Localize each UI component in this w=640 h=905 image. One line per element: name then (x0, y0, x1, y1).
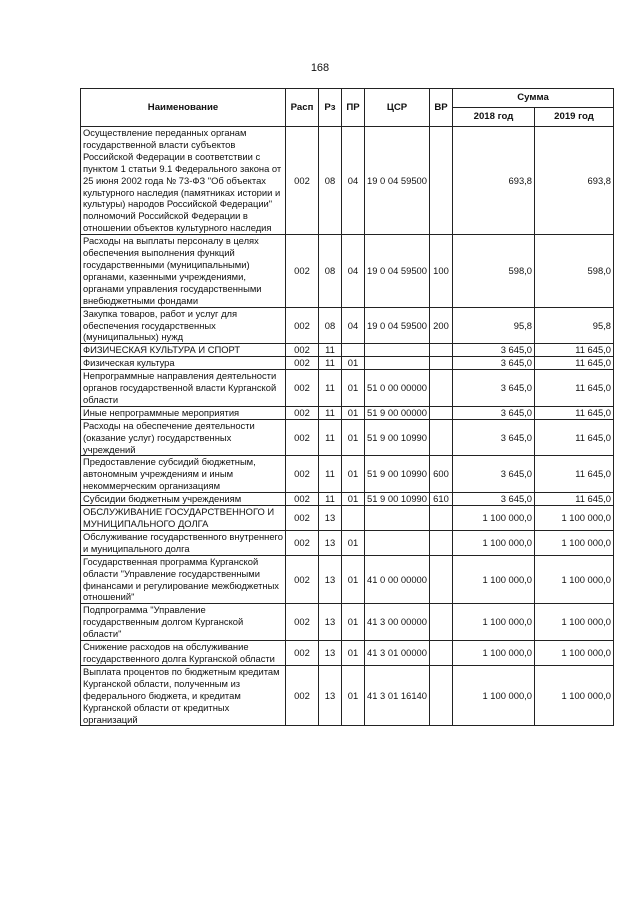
row-sum-2019: 598,0 (535, 235, 614, 307)
row-pr: 01 (342, 555, 365, 604)
table-row (81, 604, 614, 641)
row-rasp: 002 (286, 344, 319, 357)
row-sum-2018: 693,8 (453, 127, 535, 235)
row-pr: 01 (342, 530, 365, 555)
row-sum-2019: 1 100 000,0 (535, 530, 614, 555)
row-pr: 01 (342, 456, 365, 493)
row-csr: 19 0 04 59500 (365, 235, 430, 307)
table-body (81, 127, 614, 726)
row-sum-2019: 11 645,0 (535, 344, 614, 357)
row-sum-2019: 1 100 000,0 (535, 665, 614, 726)
row-pr: 01 (342, 357, 365, 370)
table-row (81, 370, 614, 407)
table-row (81, 641, 614, 666)
row-pr: 01 (342, 665, 365, 726)
row-vr (430, 406, 453, 419)
row-csr: 51 9 00 10990 (365, 493, 430, 506)
row-name: Государственная программа Курганской области "Управление государственными финансами и регулирование межбюджетных отношений" (81, 555, 286, 604)
header-pr: ПР (342, 89, 365, 127)
row-rasp: 002 (286, 406, 319, 419)
row-rasp: 002 (286, 419, 319, 456)
row-name: Снижение расходов на обслуживание государственного долга Курганской области (81, 641, 286, 666)
row-pr: 04 (342, 235, 365, 307)
table-row (81, 344, 614, 357)
row-vr (430, 555, 453, 604)
row-pr: 01 (342, 370, 365, 407)
header-csr: ЦСР (365, 89, 430, 127)
row-name: ОБСЛУЖИВАНИЕ ГОСУДАРСТВЕННОГО И МУНИЦИПАЛЬНОГО ДОЛГА (81, 506, 286, 531)
row-name: Осуществление переданных органам государственной власти субъектов Российской Федерации в соответствии с пунктом 1 статьи 9.1 Федерального закона от 25 июня 2002 года № 73-ФЗ "Об объектах культурного наследия (памятниках истории и культуры) народов Российской Федерации" полномочий Российской Федерации в отношении объектов культурного наследия (81, 127, 286, 235)
row-vr (430, 641, 453, 666)
header-2018: 2018 год (453, 108, 535, 127)
row-pr: 01 (342, 493, 365, 506)
row-vr (430, 344, 453, 357)
row-sum-2018: 1 100 000,0 (453, 641, 535, 666)
row-vr (430, 370, 453, 407)
table-row (81, 493, 614, 506)
table-row (81, 307, 614, 344)
row-sum-2018: 1 100 000,0 (453, 555, 535, 604)
row-sum-2018: 3 645,0 (453, 456, 535, 493)
header-2019: 2019 год (535, 108, 614, 127)
row-rasp: 002 (286, 555, 319, 604)
row-rz: 11 (319, 406, 342, 419)
header-sum: Сумма (453, 89, 614, 108)
row-vr (430, 127, 453, 235)
row-pr: 01 (342, 604, 365, 641)
row-name: Физическая культура (81, 357, 286, 370)
row-rz: 13 (319, 604, 342, 641)
row-rz: 11 (319, 493, 342, 506)
row-sum-2018: 1 100 000,0 (453, 604, 535, 641)
row-csr: 41 0 00 00000 (365, 555, 430, 604)
row-name: Подпрограмма "Управление государственным долгом Курганской области" (81, 604, 286, 641)
table-row (81, 506, 614, 531)
budget-table (80, 88, 614, 726)
table-row (81, 555, 614, 604)
row-rasp: 002 (286, 530, 319, 555)
table-row (81, 665, 614, 726)
row-csr: 19 0 04 59500 (365, 307, 430, 344)
row-name: Обслуживание государственного внутреннего и муниципального долга (81, 530, 286, 555)
row-rz: 11 (319, 370, 342, 407)
row-rasp: 002 (286, 370, 319, 407)
row-sum-2018: 598,0 (453, 235, 535, 307)
row-sum-2019: 11 645,0 (535, 493, 614, 506)
row-csr: 51 9 00 10990 (365, 456, 430, 493)
row-sum-2019: 1 100 000,0 (535, 604, 614, 641)
row-sum-2018: 3 645,0 (453, 406, 535, 419)
row-sum-2019: 11 645,0 (535, 456, 614, 493)
row-rasp: 002 (286, 506, 319, 531)
row-csr: 41 3 00 00000 (365, 604, 430, 641)
row-rasp: 002 (286, 493, 319, 506)
row-rz: 08 (319, 127, 342, 235)
row-sum-2019: 693,8 (535, 127, 614, 235)
row-rz: 11 (319, 344, 342, 357)
row-csr: 51 0 00 00000 (365, 370, 430, 407)
table-row (81, 357, 614, 370)
table-row (81, 127, 614, 235)
table-row (81, 406, 614, 419)
row-sum-2018: 95,8 (453, 307, 535, 344)
row-pr: 01 (342, 406, 365, 419)
row-rz: 08 (319, 307, 342, 344)
row-rasp: 002 (286, 641, 319, 666)
row-vr: 600 (430, 456, 453, 493)
row-sum-2019: 11 645,0 (535, 406, 614, 419)
row-sum-2019: 95,8 (535, 307, 614, 344)
header-rasp: Расп (286, 89, 319, 127)
row-name: ФИЗИЧЕСКАЯ КУЛЬТУРА И СПОРТ (81, 344, 286, 357)
header-name: Наименование (81, 89, 286, 127)
row-sum-2018: 3 645,0 (453, 370, 535, 407)
row-sum-2019: 11 645,0 (535, 370, 614, 407)
row-sum-2018: 1 100 000,0 (453, 506, 535, 531)
row-csr: 19 0 04 59500 (365, 127, 430, 235)
row-csr (365, 530, 430, 555)
row-name: Иные непрограммные мероприятия (81, 406, 286, 419)
row-name: Непрограммные направления деятельности органов государственной власти Курганской области (81, 370, 286, 407)
row-rasp: 002 (286, 456, 319, 493)
row-sum-2019: 1 100 000,0 (535, 506, 614, 531)
row-rz: 13 (319, 555, 342, 604)
row-pr (342, 344, 365, 357)
row-rz: 11 (319, 357, 342, 370)
table-row (81, 235, 614, 307)
row-sum-2018: 3 645,0 (453, 357, 535, 370)
row-vr: 610 (430, 493, 453, 506)
row-sum-2018: 1 100 000,0 (453, 665, 535, 726)
row-sum-2019: 11 645,0 (535, 357, 614, 370)
row-vr (430, 604, 453, 641)
table-row (81, 456, 614, 493)
row-name: Расходы на обеспечение деятельности (оказание услуг) государственных учреждений (81, 419, 286, 456)
page-number: 168 (310, 62, 330, 74)
row-rasp: 002 (286, 127, 319, 235)
row-pr (342, 506, 365, 531)
row-name: Закупка товаров, работ и услуг для обеспечения государственных (муниципальных) нужд (81, 307, 286, 344)
table-header (81, 89, 614, 127)
row-rz: 11 (319, 419, 342, 456)
table-row (81, 419, 614, 456)
row-csr (365, 344, 430, 357)
row-vr: 200 (430, 307, 453, 344)
row-sum-2019: 1 100 000,0 (535, 555, 614, 604)
row-csr (365, 357, 430, 370)
row-vr: 100 (430, 235, 453, 307)
row-rz: 11 (319, 456, 342, 493)
row-vr (430, 357, 453, 370)
row-rz: 08 (319, 235, 342, 307)
row-pr: 04 (342, 127, 365, 235)
row-rasp: 002 (286, 357, 319, 370)
row-sum-2019: 11 645,0 (535, 419, 614, 456)
row-sum-2018: 3 645,0 (453, 419, 535, 456)
row-sum-2018: 1 100 000,0 (453, 530, 535, 555)
row-csr: 41 3 01 16140 (365, 665, 430, 726)
row-rasp: 002 (286, 235, 319, 307)
row-pr: 04 (342, 307, 365, 344)
row-rz: 13 (319, 665, 342, 726)
row-csr: 51 9 00 00000 (365, 406, 430, 419)
row-csr (365, 506, 430, 531)
row-rasp: 002 (286, 665, 319, 726)
row-sum-2019: 1 100 000,0 (535, 641, 614, 666)
row-csr: 51 9 00 10990 (365, 419, 430, 456)
row-vr (430, 530, 453, 555)
row-sum-2018: 3 645,0 (453, 493, 535, 506)
row-vr (430, 419, 453, 456)
row-csr: 41 3 01 00000 (365, 641, 430, 666)
row-rasp: 002 (286, 307, 319, 344)
row-vr (430, 665, 453, 726)
row-rz: 13 (319, 506, 342, 531)
row-vr (430, 506, 453, 531)
row-name: Выплата процентов по бюджетным кредитам Курганской области, полученным из федерального бюджета, и кредитам Курганской области от кредитных организаций (81, 665, 286, 726)
header-vr: ВР (430, 89, 453, 127)
row-sum-2018: 3 645,0 (453, 344, 535, 357)
row-name: Предоставление субсидий бюджетным, автономным учреждениям и иным некоммерческим организациям (81, 456, 286, 493)
row-pr: 01 (342, 641, 365, 666)
row-rz: 13 (319, 530, 342, 555)
row-name: Субсидии бюджетным учреждениям (81, 493, 286, 506)
row-name: Расходы на выплаты персоналу в целях обеспечения выполнения функций государственными (муниципальными) органами, казенными учреждениями, органами управления государственными внебюджетными фондами (81, 235, 286, 307)
row-rz: 13 (319, 641, 342, 666)
row-rasp: 002 (286, 604, 319, 641)
row-pr: 01 (342, 419, 365, 456)
table-row (81, 530, 614, 555)
header-rz: Рз (319, 89, 342, 127)
